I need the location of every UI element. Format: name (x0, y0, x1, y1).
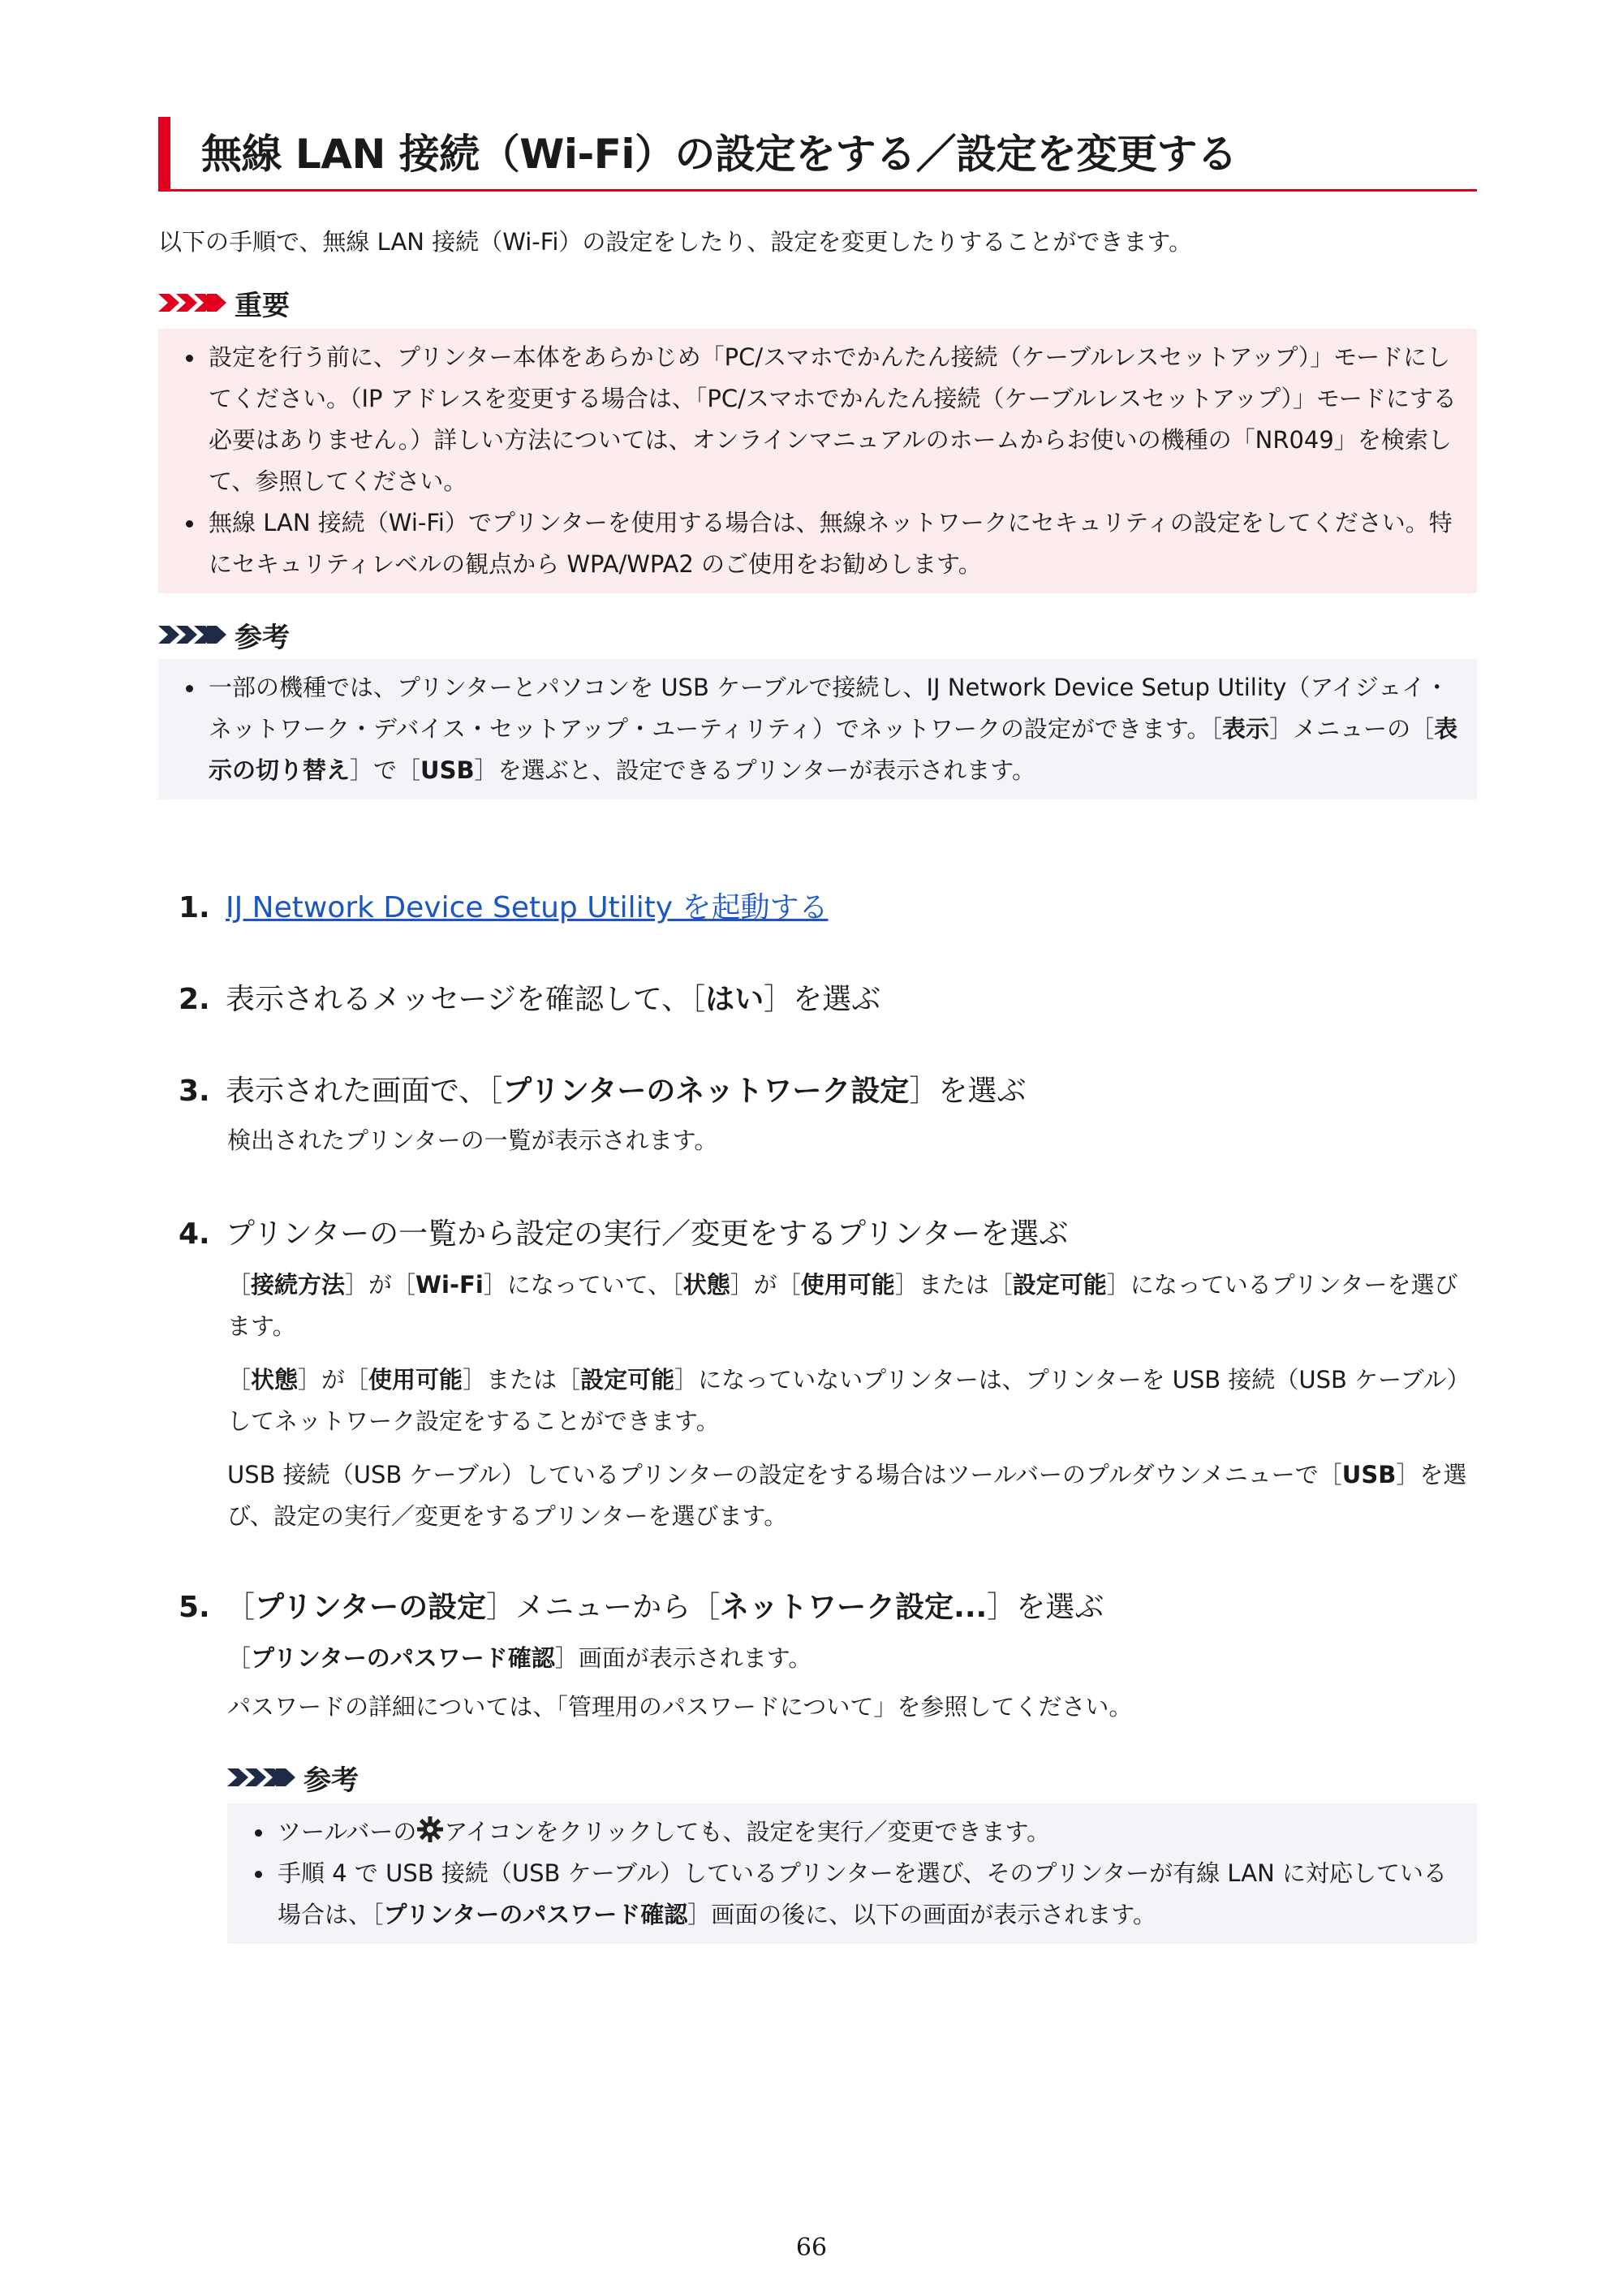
step-text: プリンターの一覧から設定の実行／変更をするプリンターを選ぶ (226, 1217, 1069, 1251)
important-item: 無線 LAN 接続（Wi-Fi）でプリンターを使用する場合は、無線ネットワークにセキュリティの設定をしてください。特にセキュリティレベルの観点から WPA/WPA2 のご使用をお勧めします。 (186, 502, 1467, 585)
menu-item-network-settings: ネットワーク設定... (720, 1591, 988, 1624)
note-header (227, 1757, 359, 1798)
step-4 (179, 1211, 1068, 1252)
step-number: 4. (179, 1217, 210, 1251)
step-3 (179, 1068, 1026, 1109)
note-text: 一部の機種では、プリンターとパソコンを USB ケーブルで接続し、IJ Network Device Setup Utility（アイジェイ・ネットワーク・デバイス・セットアップ・ユーティリティ）でネットワークの設定ができます。［ (209, 674, 1449, 743)
step-number: 2. (179, 983, 210, 1016)
title-accent-bar (158, 117, 170, 192)
note-label: 参考 (304, 1764, 359, 1797)
note-item (186, 667, 1467, 791)
step-number: 5. (179, 1591, 210, 1624)
important-header (158, 282, 290, 323)
step-4-para-2: ［状態］が［使用可能］または［設定可能］になっていないプリンターは、プリンターを USB 接続（USB ケーブル）してネットワーク設定をすることができます。 (227, 1366, 1470, 1435)
gear-icon (416, 1816, 444, 1843)
important-label: 重要 (235, 289, 290, 322)
note-arrows-icon (158, 623, 226, 646)
note-item: 手順 4 で USB 接続（USB ケーブル）しているプリンターを選び、そのプリンターが有線 LAN に対応している場合は、［プリンターのパスワード確認］画面の後に、以下の画面が表示されます。 (255, 1853, 1467, 1936)
step-1 (179, 885, 829, 926)
menu-name-view: 表示 (1222, 715, 1270, 743)
step-text: 表示されるメッセージを確認して、［ (226, 983, 706, 1016)
step-number: 3. (179, 1075, 210, 1108)
step-5: 5. ［プリンターの設定］メニューから［ネットワーク設定...］を選ぶ (179, 1591, 1104, 1624)
title-block (158, 114, 1477, 192)
intro-text: 以下の手順で、無線 LAN 接続（Wi-Fi）の設定をしたり、設定を変更したりすることができます。 (158, 228, 1193, 256)
step-text: ］を選ぶ (909, 1075, 1027, 1108)
note-box (227, 1803, 1477, 1944)
note-arrows-icon (227, 1766, 295, 1789)
title-underline (158, 189, 1477, 192)
note-box (158, 659, 1477, 799)
step-4-para-1: ［接続方法］が［Wi-Fi］になっていて、［状態］が［使用可能］または［設定可能］になっているプリンターを選びます。 (227, 1271, 1458, 1340)
page-content (158, 114, 1477, 1928)
note-label: 参考 (235, 621, 290, 654)
note-header (158, 614, 290, 655)
step-4-para-3: USB 接続（USB ケーブル）しているプリンターの設定をする場合はツールバーのプルダウンメニューで［USB］を選び、設定の実行／変更をするプリンターを選びます。 (227, 1461, 1467, 1530)
menu-name-network-settings: プリンターのネットワーク設定 (502, 1075, 910, 1108)
note-text: ］で［ (350, 756, 421, 784)
page-title: 無線 LAN 接続（Wi-Fi）の設定をする／設定を変更する (201, 131, 1238, 178)
step-number: 1. (179, 891, 210, 924)
step-text: ］を選ぶ (764, 983, 881, 1016)
step-3-desc: 検出されたプリンターの一覧が表示されます。 (227, 1126, 718, 1154)
step-5-para-1: ［プリンターのパスワード確認］画面が表示されます。 (227, 1644, 812, 1672)
note-text: ］を選ぶと、設定できるプリンターが表示されます。 (474, 756, 1035, 784)
important-item: 設定を行う前に、プリンター本体をあらかじめ「PC/スマホでかんたん接続（ケーブルレスセットアップ）」モードにしてください。（IP アドレスを変更する場合は、「PC/スマホでかんたん接続（ケーブルレスセットアップ）」モードにする必要はありません。）詳しい方法については、オンラインマニュアルのホームからお使いの機種の「NR049」を検索して、参照してください。 (186, 337, 1467, 502)
launch-utility-link[interactable]: IJ Network Device Setup Utility を起動する (226, 891, 829, 924)
step-text: 表示された画面で、［ (226, 1075, 503, 1108)
step-2 (179, 976, 880, 1018)
button-name-yes: はい (705, 983, 764, 1016)
important-arrows-icon (158, 291, 226, 314)
page-number: 66 (795, 2234, 828, 2262)
menu-name-switch-view: 表示の切り替え (209, 715, 1458, 784)
note-item: ツールバーの アイコンをクリックしても、設定を実行／変更できます。 (255, 1811, 1467, 1853)
option-usb: USB (420, 756, 475, 784)
note-text: ］メニューの［ (1269, 715, 1435, 743)
menu-name-printer-settings: プリンターの設定 (255, 1591, 487, 1624)
step-5-para-2: パスワードの詳細については、「管理用のパスワードについて」を参照してください。 (227, 1693, 1133, 1721)
important-box (158, 329, 1477, 593)
